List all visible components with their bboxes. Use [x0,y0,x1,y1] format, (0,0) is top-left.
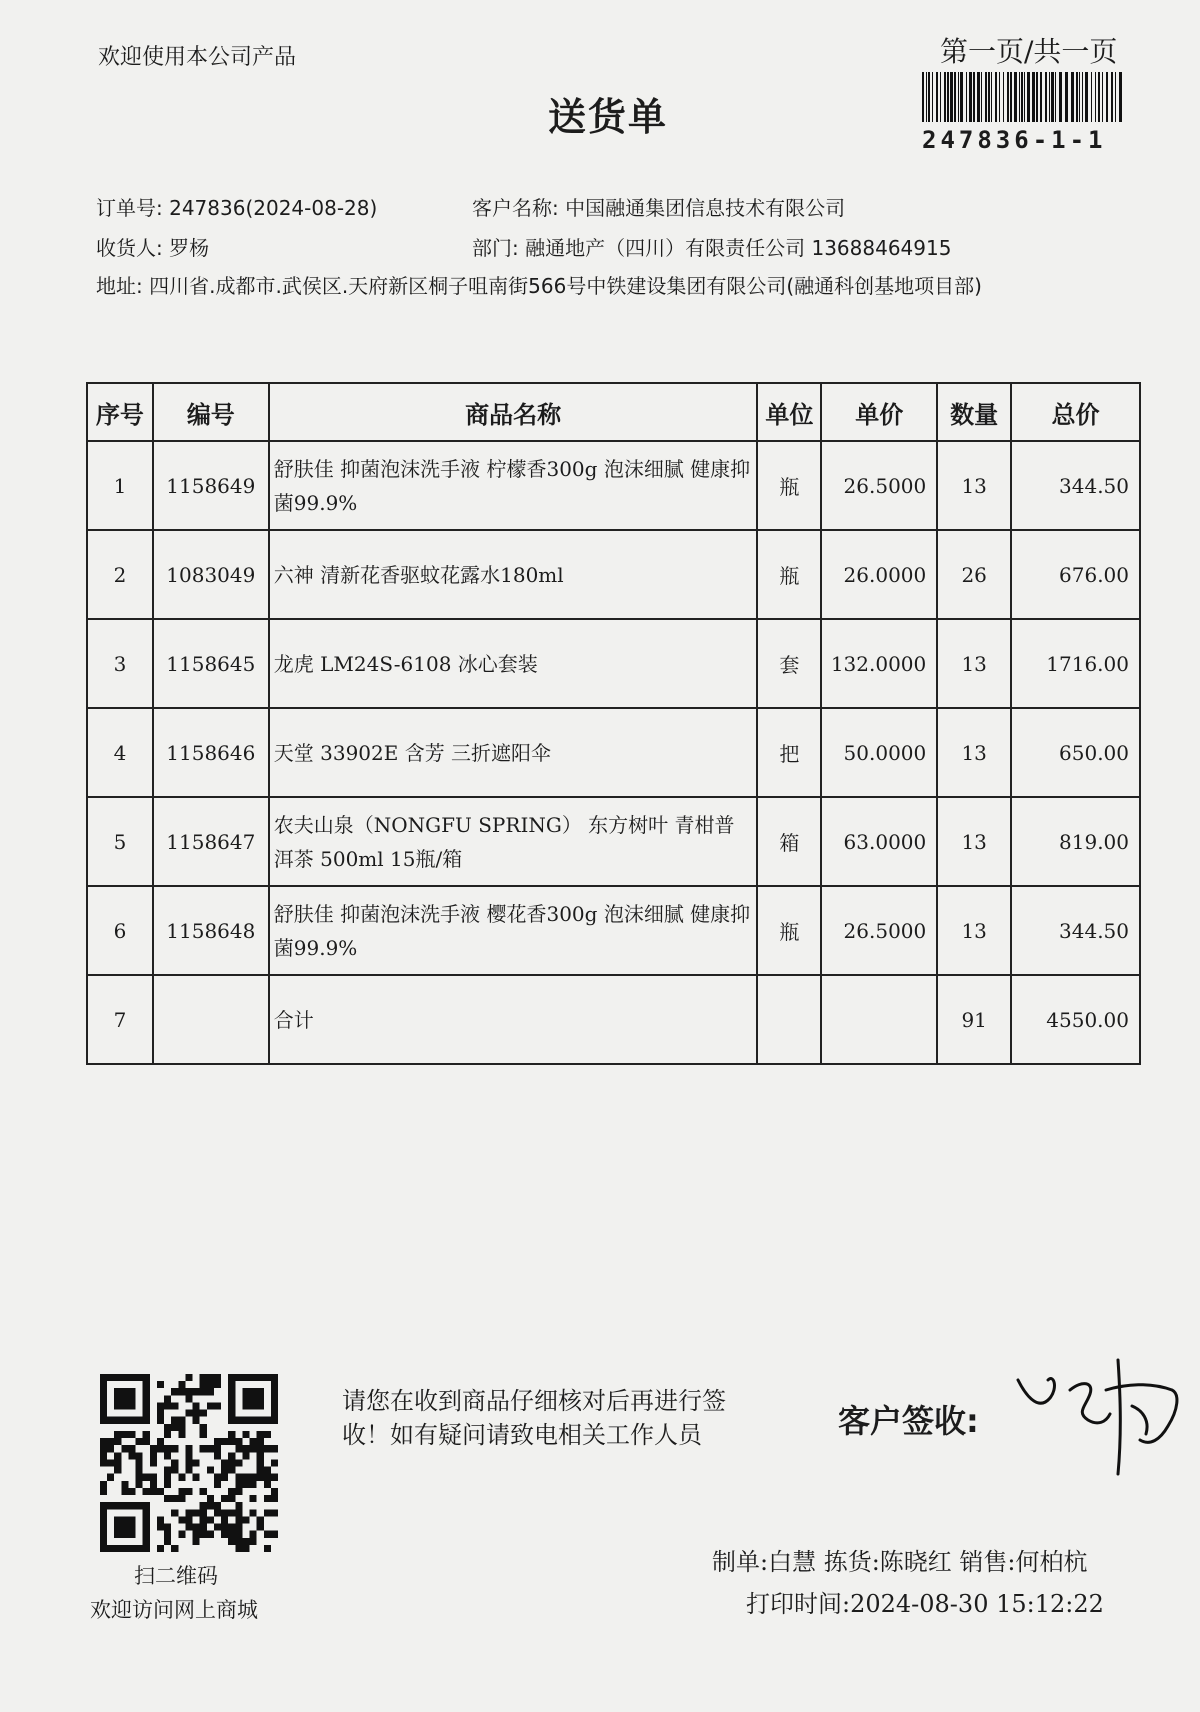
cell-total: 1716.00 [1011,619,1140,708]
cell-unit: 瓶 [757,530,821,619]
customer-label: 客户名称: [472,196,559,220]
col-header-name: 商品名称 [269,383,758,441]
cell-price: 132.0000 [821,619,937,708]
cell-qty: 13 [937,797,1011,886]
col-header-total: 总价 [1011,383,1140,441]
page-indicator: 第一页/共一页 [940,35,1118,68]
cell-total: 344.50 [1011,441,1140,530]
table-row [87,441,1140,530]
cell-no: 2 [87,530,153,619]
cell-qty: 13 [937,708,1011,797]
customer-sign-label: 客户签收: [838,1402,979,1440]
receiver-value: 罗杨 [169,236,210,260]
cell-name: 农夫山泉（NONGFU SPRING） 东方树叶 青柑普洱茶 500ml 15瓶/箱 [269,797,758,886]
col-header-no: 序号 [87,383,153,441]
cell-unit: 把 [757,708,821,797]
cell-name: 合计 [269,975,758,1064]
cell-no: 4 [87,708,153,797]
address-value: 四川省.成都市.武侯区.天府新区桐子咀南街566号中铁建设集团有限公司(融通科创基地项目部) [149,274,982,298]
cell-code: 1158646 [153,708,269,797]
cell-total: 819.00 [1011,797,1140,886]
qr-code [100,1374,278,1552]
table-header-row [87,383,1140,441]
table-total-row [87,975,1140,1064]
cell-price: 50.0000 [821,708,937,797]
cell-unit: 瓶 [757,441,821,530]
order-label: 订单号: [96,196,163,220]
cell-code: 1158645 [153,619,269,708]
address-label: 地址: [96,274,143,298]
cell-unit [757,975,821,1064]
document-title: 送货单 [548,95,669,139]
cell-code: 1083049 [153,530,269,619]
cell-total: 650.00 [1011,708,1140,797]
cell-no: 6 [87,886,153,975]
staff-line: 制单:白慧 拣货:陈晓红 销售:何柏杭 [712,1548,1088,1576]
order-value: 247836(2024-08-28) [169,196,378,220]
cell-name: 龙虎 LM24S-6108 冰心套装 [269,619,758,708]
cell-unit: 箱 [757,797,821,886]
table-row [87,530,1140,619]
barcode-number: 247836-1-1 [922,126,1107,154]
inspection-notice: 请您在收到商品仔细核对后再进行签收！如有疑问请致电相关工作人员 [342,1387,726,1449]
cell-no: 1 [87,441,153,530]
cell-price: 63.0000 [821,797,937,886]
qr-caption-mall: 欢迎访问网上商城 [90,1598,258,1622]
items-table [86,382,1141,1065]
customer-name [472,192,845,221]
order-number [96,192,377,221]
cell-no: 7 [87,975,153,1064]
receiver-label: 收货人: [96,236,163,260]
cell-unit: 套 [757,619,821,708]
print-time: 打印时间:2024-08-30 15:12:22 [746,1590,1104,1618]
cell-qty: 13 [937,441,1011,530]
col-header-code: 编号 [153,383,269,441]
table-row [87,886,1140,975]
col-header-unit: 单位 [757,383,821,441]
cell-no: 5 [87,797,153,886]
qr-caption-scan: 扫二维码 [134,1564,218,1588]
dept-value: 融通地产（四川）有限责任公司 13688464915 [525,236,952,260]
table-row [87,619,1140,708]
cell-code [153,975,269,1064]
signature-icon [1010,1350,1190,1480]
cell-unit: 瓶 [757,886,821,975]
cell-code: 1158649 [153,441,269,530]
table-row [87,797,1140,886]
cell-name: 六神 清新花香驱蚊花露水180ml [269,530,758,619]
barcode [920,72,1126,122]
cell-name: 舒肤佳 抑菌泡沫洗手液 樱花香300g 泡沫细腻 健康抑菌99.9% [269,886,758,975]
cell-qty: 26 [937,530,1011,619]
cell-code: 1158647 [153,797,269,886]
cell-name: 舒肤佳 抑菌泡沫洗手液 柠檬香300g 泡沫细腻 健康抑菌99.9% [269,441,758,530]
cell-no: 3 [87,619,153,708]
cell-qty: 13 [937,886,1011,975]
welcome-text: 欢迎使用本公司产品 [98,45,297,70]
cell-total: 676.00 [1011,530,1140,619]
receiver [96,232,209,261]
col-header-qty: 数量 [937,383,1011,441]
cell-price [821,975,937,1064]
table-row [87,708,1140,797]
cell-qty: 13 [937,619,1011,708]
department [472,232,951,261]
cell-code: 1158648 [153,886,269,975]
customer-value: 中国融通集团信息技术有限公司 [565,196,846,220]
cell-name: 天堂 33902E 含芳 三折遮阳伞 [269,708,758,797]
cell-price: 26.5000 [821,441,937,530]
dept-label: 部门: [472,236,519,260]
cell-total: 4550.00 [1011,975,1140,1064]
address [96,270,982,299]
cell-total: 344.50 [1011,886,1140,975]
cell-price: 26.0000 [821,530,937,619]
col-header-price: 单价 [821,383,937,441]
cell-price: 26.5000 [821,886,937,975]
cell-qty: 91 [937,975,1011,1064]
